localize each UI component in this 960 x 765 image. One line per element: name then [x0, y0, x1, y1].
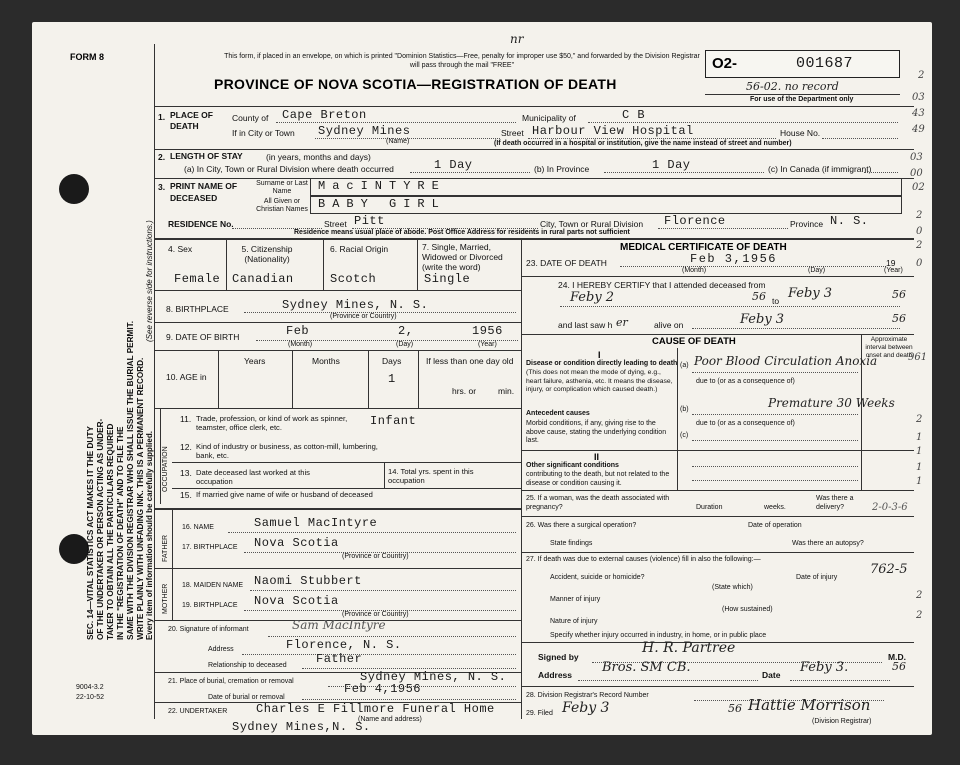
margin-mark: 03 [912, 92, 925, 103]
margin-mark: 2 [918, 70, 925, 81]
racial-value: Scotch [330, 272, 377, 286]
length-of-stay-label: LENGTH OF STAY [170, 151, 243, 161]
form-title: PROVINCE OF NOVA SCOTIA—REGISTRATION OF DEATH [214, 76, 617, 92]
margin-mark: 1 [916, 432, 923, 443]
burial-place-label: 21. Place of burial, cremation or removal [168, 678, 294, 685]
mother-maiden-value: Naomi Stubbert [254, 574, 362, 588]
father-bp-caption: (Province or Country) [342, 553, 409, 560]
dod-label: 23. DATE OF DEATH [526, 258, 607, 268]
side-reverse-note: (See reverse side for instructions.) [145, 220, 154, 342]
margin-mark: 2 [916, 590, 923, 601]
signed-value: H. R. Partree [642, 640, 736, 656]
father-name-value: Samuel MacIntyre [254, 516, 378, 530]
margin-mark: 1 [916, 476, 923, 487]
cause-title: CAUSE OF DEATH [652, 336, 736, 347]
other-label: Other significant conditions [526, 462, 619, 469]
burial-place-value: Sydney Mines, N. S. [360, 670, 507, 684]
citizenship-label: 5. Citizenship (Nationality) [241, 244, 293, 264]
delivery-code: 2-0-3-6 [872, 502, 908, 513]
punch-hole [59, 534, 89, 564]
trade-label: Trade, profession, or kind of work as spinner, teamster, office clerk, etc. [196, 414, 348, 432]
registration-number-box [705, 50, 900, 78]
sec3-num: 3. [158, 182, 166, 192]
q26-label: 26. Was there a surgical operation? [526, 522, 637, 529]
municipality-label: Municipality of [522, 113, 576, 123]
med-date-year: 56 [892, 660, 906, 673]
antecedent-note: Morbid conditions, if any, giving rise to the above cause, stating the underlying condition last. [526, 420, 667, 444]
age-label: 10. AGE in [166, 372, 207, 382]
side-instruction-5: SAME WITH THE DIVISION REGISTRAR WHO SHALL ISSUE THE BURIAL PERMIT. [126, 320, 135, 640]
sec1-note: (If death occurred in a hospital or institution, give the name instead of street and number) [494, 140, 792, 147]
cause-a-value: Poor Blood Circulation Anoxia [694, 354, 878, 368]
stay-province-label: (b) In Province [534, 164, 590, 174]
informant-rel-label: Relationship to deceased [208, 662, 287, 669]
weeks-label: weeks. [764, 504, 786, 511]
less-than-day-label: If less than one day old [426, 356, 514, 366]
nature-label: Nature of injury [550, 618, 598, 625]
q27-label: 27. If death was due to external causes (violence) fill in also the following:— [526, 556, 761, 563]
reg-number: 001687 [796, 55, 854, 72]
dept-label: For use of the Department only [750, 96, 854, 103]
side-instruction-4: IN THE "REGISTRATION OF DEATH" AND TO FILE THE [116, 426, 125, 640]
dod-year-caption: (Year) [884, 267, 903, 274]
mother-bp-label: 19. BIRTHPLACE [182, 602, 238, 609]
cause-b-marker: (b) [680, 406, 689, 413]
handwritten-top: nr [510, 32, 524, 46]
injury-code: 762-5 [870, 562, 908, 577]
city-name-caption: (Name) [386, 138, 410, 145]
med-address-value: Bros. SM CB. [602, 660, 691, 675]
margin-mark: 49 [912, 124, 925, 135]
age-months-label: Months [312, 356, 340, 366]
birthplace-label: 8. BIRTHPLACE [166, 304, 229, 314]
residence-label: RESIDENCE No. [168, 219, 234, 229]
informant-sig: Sam MacIntyre [292, 618, 386, 632]
duration-label: Duration [696, 504, 723, 511]
county-label: County of [232, 113, 269, 123]
interval-label: Approximate interval between onset and death [865, 336, 913, 359]
occupation-side-label: OCCUPATION [162, 446, 169, 492]
margin-mark: 03 [910, 152, 923, 163]
father-name-label: 16. NAME [182, 524, 214, 531]
min-label: min. [498, 386, 515, 396]
mother-bp-value: Nova Scotia [254, 594, 339, 608]
industry-num: 12. [180, 442, 192, 452]
dod-year-prefix: 19 [886, 258, 896, 268]
alive-on-label: alive on [654, 320, 684, 330]
autopsy-label: Was there an autopsy? [792, 540, 864, 547]
sec1-num: 1. [158, 112, 166, 122]
dob-year: 1956 [472, 324, 503, 338]
dob-day: 2, [398, 324, 414, 338]
residence-note: Residence means usual place of abode. Post Office Address for residents in rural parts not sufficient [294, 229, 630, 236]
age-days-value: 1 [388, 372, 396, 386]
city-value: Sydney Mines [318, 124, 411, 138]
county-value: Cape Breton [282, 108, 367, 122]
margin-mark: 2 [916, 414, 923, 425]
res-province-label: Province [790, 219, 824, 229]
wife-num: 15. [180, 490, 192, 500]
attend-from: Feby 2 [570, 290, 615, 305]
med-date-label: Date [762, 670, 781, 680]
filed-label: 29. Filed [526, 710, 553, 717]
res-street-label: Street [324, 219, 347, 229]
injury-date-label: Date of injury [796, 574, 838, 581]
cause-a-marker: (a) [680, 362, 689, 369]
res-city-value: Florence [664, 214, 726, 228]
surname-value: MacINTYRE [318, 179, 446, 193]
margin-mark: 2 [916, 240, 923, 251]
sex-value: Female [174, 272, 221, 286]
undertaker-address: Sydney Mines,N. S. [232, 720, 371, 734]
res-province-value: N. S. [830, 214, 869, 228]
last-saw-label: and last saw h [558, 320, 613, 330]
md-label: M.D. [888, 652, 906, 662]
informant-address-value: Florence, N. S. [286, 638, 402, 652]
margin-mark: 0 [916, 258, 923, 269]
cause-c-marker: (c) [680, 432, 689, 439]
print-name-label: PRINT NAME OF DECEASED [170, 181, 238, 203]
side-instruction-1: SEC. 14—VITAL STATISTICS ACT MAKES IT THE DUTY [86, 426, 95, 640]
surname-label: Surname or Last Name [256, 180, 308, 195]
med-address-label: Address [538, 670, 573, 680]
filed-value: Feby 3 [562, 700, 610, 716]
res-street-value: Pitt [354, 214, 385, 228]
dob-year-caption: (Year) [478, 341, 497, 348]
last-worked-label: Date deceased last worked at this occupation [196, 468, 310, 486]
manner-label: Manner of injury [550, 596, 601, 603]
father-bp-label: 17. BIRTHPLACE [182, 544, 238, 551]
alive-on-value: Feby 3 [740, 312, 785, 327]
industry-label: Kind of industry or business, as cotton-mill, lumbering, bank, etc. [196, 442, 378, 460]
place-of-death-label: PLACE OF DEATH [170, 110, 213, 131]
immediate-note: (This does not mean the mode of dying, e.g., heart failure, asthenia, etc. It means the disease, injury, or complication which caused death.) [526, 369, 673, 393]
accident-label: Accident, suicide or homicide? [550, 574, 645, 581]
res-city-label: City, Town or Rural Division [540, 219, 644, 229]
margin-mark: 1 [916, 446, 923, 457]
state-which: (State which) [712, 584, 753, 591]
trade-value: Infant [370, 414, 417, 428]
side-small-note: Every item of information should be carefully supplied. [145, 431, 154, 640]
immediate-label: Disease or condition directly leading to death [526, 360, 678, 367]
sex-label: 4. Sex [168, 244, 193, 254]
age-days-label: Days [382, 356, 402, 366]
mother-side-label: MOTHER [162, 583, 169, 614]
citizenship-value: Canadian [232, 272, 294, 286]
certificate-paper [32, 22, 932, 735]
informant-sig-label: 20. Signature of informant [168, 626, 249, 633]
racial-label: 6. Racial Origin [330, 244, 389, 254]
how-sustained: (How sustained) [722, 606, 773, 613]
undertaker-label: 22. UNDERTAKER [168, 708, 228, 715]
burial-date-label: Date of burial or removal [208, 694, 285, 701]
attend-to: Feby 3 [788, 286, 833, 301]
form-number: FORM 8 [70, 52, 105, 62]
stay-city-label: (a) In City, Town or Rural Division where death occurred [184, 164, 394, 174]
mother-bp-caption: (Province or Country) [342, 611, 409, 618]
where-label: Specify whether injury occurred in industry, in home, or in public place [550, 632, 767, 639]
city-label: If in City or Town [232, 128, 295, 138]
informant-address-label: Address [208, 646, 234, 653]
attend-from-year: 56 [752, 290, 766, 303]
length-of-stay-sub: (in years, months and days) [266, 152, 371, 162]
house-label: House No. [780, 128, 821, 138]
print-date: 22-10-52 [76, 694, 105, 701]
registrar-caption: (Division Registrar) [812, 718, 872, 725]
dob-day-caption: (Day) [396, 341, 414, 348]
dod-month-caption: (Month) [682, 267, 707, 274]
registrar-signature: Hattie Morrison [748, 696, 871, 714]
given-value: BABY GIRL [318, 197, 446, 211]
margin-mark: 02 [912, 182, 925, 193]
municipality-value: C B [622, 108, 646, 122]
burial-date-value: Feb 4,1956 [344, 682, 422, 696]
filed-year: 56 [728, 702, 742, 715]
alive-on-year: 56 [892, 312, 906, 325]
hrs-label: hrs. or [452, 386, 477, 396]
stay-canada-label: (c) In Canada (if immigrant) [768, 164, 872, 174]
punch-hole [59, 174, 89, 204]
roman-i: I [598, 350, 601, 360]
dept-note: 56-02. no record [746, 80, 839, 93]
attend-to-label: to [772, 296, 780, 306]
roman-ii: II [594, 452, 600, 462]
reg-prefix: O2- [712, 55, 738, 72]
trade-num: 11. [180, 414, 192, 424]
marital-label: 7. Single, Married, Widowed or Divorced (write the word) [422, 242, 503, 272]
signed-label: Signed by [538, 652, 579, 662]
form-notice: This form, if placed in an envelope, on which is printed "Dominion Statistics—Free, penalty for improper use $50," and forwarded by the Division Registrar will pass through the mail "FREE" [224, 53, 700, 69]
cause-b-value: Premature 30 Weeks [768, 396, 895, 410]
wife-label: If married give name of wife or husband of deceased [196, 490, 373, 499]
margin-mark: 2 [916, 610, 923, 621]
stay-city-value: 1 Day [434, 158, 473, 172]
dod-value: Feb 3,1956 [690, 252, 778, 266]
certify-label: 24. I HEREBY CERTIFY that I attended deceased from [558, 280, 766, 290]
margin-mark: 2 [916, 210, 923, 221]
attend-to-year: 56 [892, 288, 906, 301]
street-label: Street [501, 128, 524, 138]
dob-month: Feb [286, 324, 310, 338]
age-years-label: Years [244, 356, 266, 366]
dob-month-caption: (Month) [288, 341, 313, 348]
delivery-label: Was there a delivery? [816, 495, 854, 511]
margin-mark: 0 [916, 226, 923, 237]
father-side-label: FATHER [162, 534, 169, 562]
undertaker-caption: (Name and address) [358, 716, 422, 723]
last-worked-num: 13. [180, 468, 192, 478]
due-to-b: due to (or as a consequence of) [696, 420, 795, 427]
father-bp-value: Nova Scotia [254, 536, 339, 550]
side-instruction-6: WRITE PLAINLY WITH UNFADING INK. THIS IS A PERMANENT RECORD. [136, 357, 145, 640]
op-date-label: Date of operation [748, 522, 802, 529]
margin-mark: 00 [910, 168, 923, 179]
margin-mark: 1 [916, 462, 923, 473]
informant-rel-value: Father [316, 652, 363, 666]
stay-province-value: 1 Day [652, 158, 691, 172]
margin-mark: 961 [908, 352, 928, 363]
dod-day-caption: (Day) [808, 267, 826, 274]
birthplace-value: Sydney Mines, N. S. [282, 298, 429, 312]
margin-mark: 43 [912, 108, 925, 119]
print-code: 9004-3.2 [76, 684, 104, 691]
medical-title: MEDICAL CERTIFICATE OF DEATH [620, 242, 787, 253]
antecedent-label: Antecedent causes [526, 410, 590, 417]
other-note: contributing to the death, but not related to the disease or condition causing it. [526, 471, 670, 487]
reg-record-label: 28. Division Registrar's Record Number [526, 692, 649, 699]
dob-label: 9. DATE OF BIRTH [166, 332, 240, 342]
findings-label: State findings [550, 540, 593, 547]
side-instruction-3: TAKER TO OBTAIN ALL THE PARTICULARS REQUIRED [106, 423, 115, 640]
q25-label: 25. If a woman, was the death associated with pregnancy? [526, 495, 670, 511]
marital-value: Single [424, 272, 471, 286]
given-label: All Given or Christian Names [256, 198, 308, 213]
last-saw-value: er [616, 316, 628, 329]
birthplace-caption: (Province or Country) [330, 313, 397, 320]
total-years-label: 14. Total yrs. spent in this occupation [388, 467, 474, 485]
due-to-a: due to (or as a consequence of) [696, 378, 795, 385]
undertaker-value: Charles E Fillmore Funeral Home [256, 702, 495, 716]
mother-maiden-label: 18. MAIDEN NAME [182, 582, 244, 589]
med-date-value: Feby 3. [800, 660, 849, 675]
sec2-num: 2. [158, 152, 166, 162]
street-value: Harbour View Hospital [532, 124, 694, 138]
side-instruction-2: OF THE UNDERTAKER OR PERSON ACTING AS UNDER- [96, 418, 105, 640]
